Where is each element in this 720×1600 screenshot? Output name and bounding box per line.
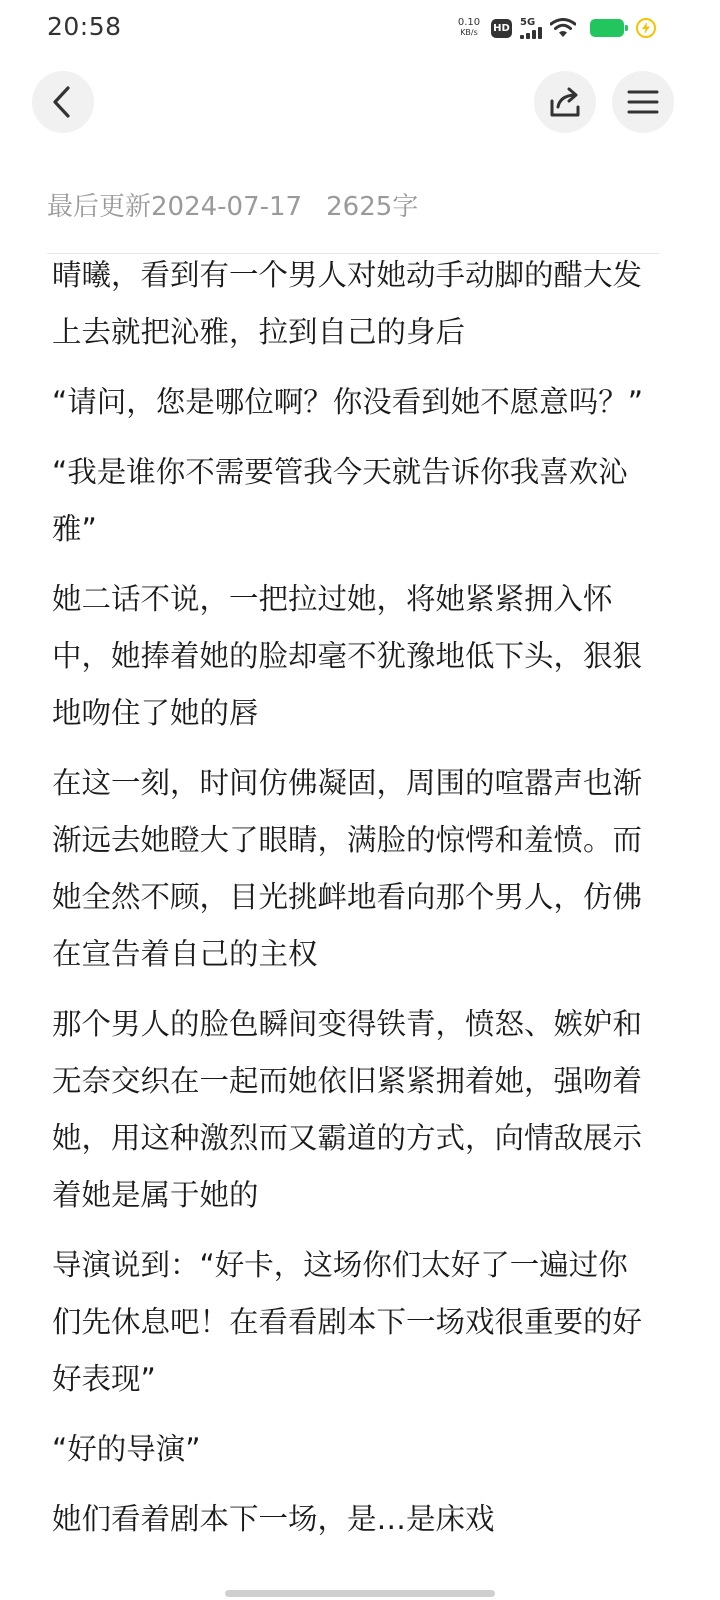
- paragraph: 她们看着剧本下一场，是…是床戏: [52, 1502, 495, 1536]
- share-button[interactable]: [534, 71, 596, 133]
- status-icons: [455, 14, 656, 42]
- paragraph: 在这一刻，时间仿佛凝固，周围的喧嚣声也渐渐远去她瞪大了眼睛，满脸的惊愕和羞愤。而她全然不顾，目光挑衅地看向那个男人，仿佛在宣告着自己的主权: [52, 766, 643, 971]
- wifi-icon: [550, 18, 576, 38]
- paragraph: 晴曦，看到有一个男人对她动手动脚的醋大发上去就把沁雅，拉到自己的身后: [52, 258, 643, 349]
- paragraph: 她二话不说，一把拉过她，将她紧紧拥入怀中，她捧着她的脸却毫不犹豫地低下头，狠狠地吻住了她的唇: [52, 582, 643, 730]
- signal-label: 5G: [520, 16, 536, 28]
- paragraph: “我是谁你不需要管我今天就告诉你我喜欢沁雅”: [52, 455, 628, 546]
- hd-icon: HD: [491, 19, 512, 38]
- back-button[interactable]: [32, 71, 94, 133]
- paragraph: 那个男人的脸色瞬间变得铁青，愤怒、嫉妒和无奈交织在一起而她依旧紧紧拥着她，强吻着她，用这种激烈而又霸道的方式，向情敌展示着她是属于她的: [52, 1007, 643, 1212]
- word-count: 2625字: [326, 192, 419, 222]
- menu-button[interactable]: [612, 71, 674, 133]
- chapter-meta: [47, 186, 418, 223]
- paragraph: “好的导演”: [52, 1432, 201, 1466]
- status-bar: [0, 0, 720, 56]
- last-updated: 最后更新2024-07-17: [47, 192, 303, 222]
- cellular-signal-icon: [520, 18, 542, 39]
- chapter-content: [52, 247, 652, 1561]
- share-icon: [547, 85, 583, 119]
- battery-icon: [590, 19, 624, 37]
- network-speed-value: 0.10: [457, 17, 481, 28]
- lightning-icon: [636, 18, 656, 38]
- paragraph: 导演说到：“好卡，这场你们太好了一遍过你们先休息吧！在看看剧本下一场戏很重要的好好表现”: [52, 1248, 643, 1396]
- network-speed-unit: KB/s: [460, 28, 478, 37]
- home-indicator[interactable]: [225, 1590, 495, 1597]
- network-speed: [455, 18, 483, 38]
- status-time: 20:58: [47, 12, 122, 41]
- chevron-left-icon: [48, 85, 78, 119]
- paragraph: “请问，您是哪位啊？你没看到她不愿意吗？”: [52, 385, 644, 419]
- menu-icon: [627, 88, 659, 116]
